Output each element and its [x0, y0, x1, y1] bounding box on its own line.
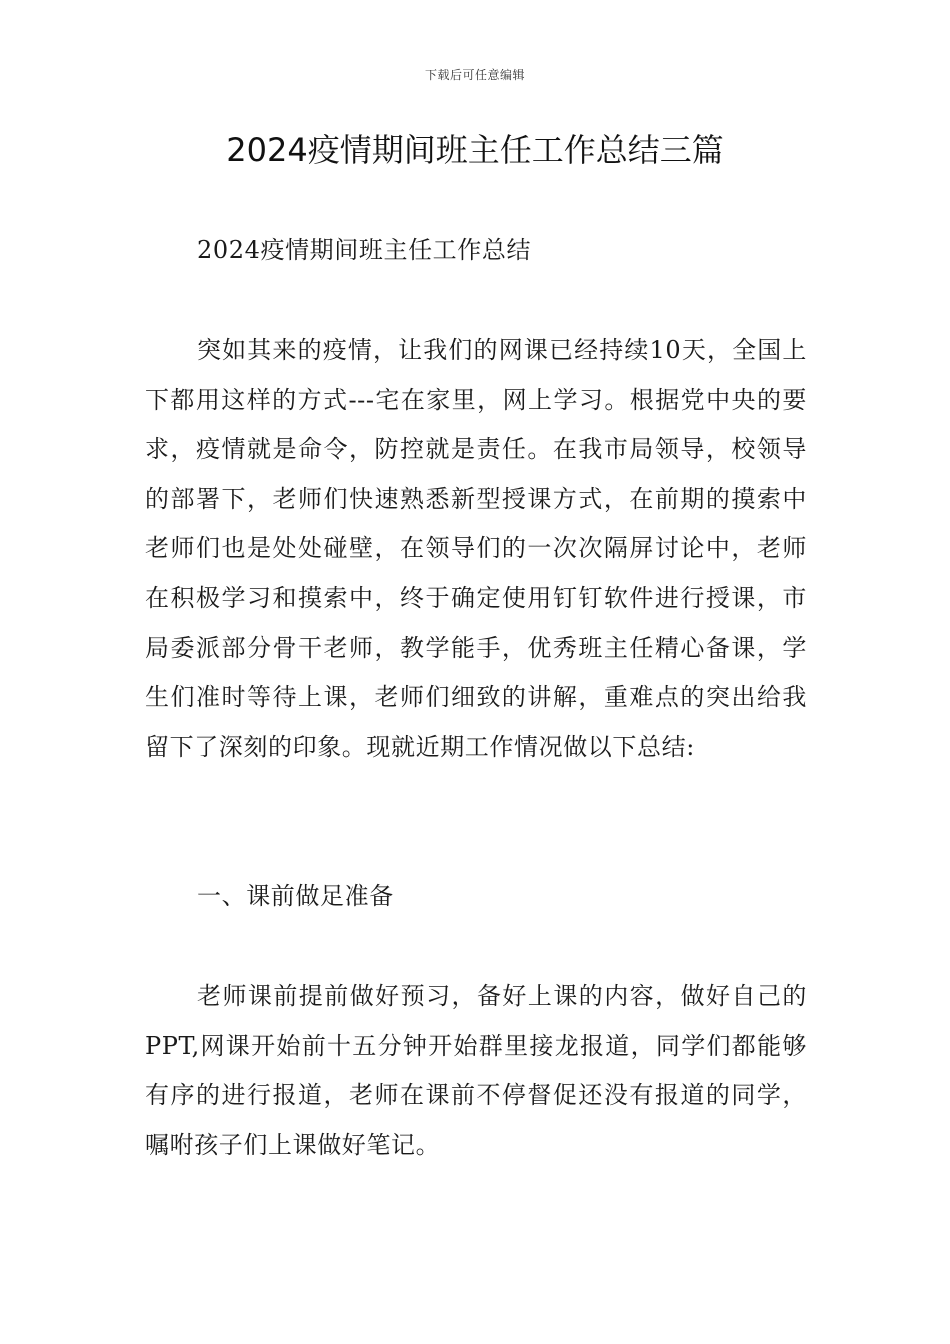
download-note: 下载后可任意编辑 — [424, 68, 525, 82]
section-heading-1: 一、课前做足准备 — [197, 882, 394, 910]
paragraph-preparation: 老师课前提前做好预习，备好上课的内容，做好自己的PPT,网课开始前十五分钟开始群里接龙报道，同学们都能够有序的进行报道，老师在课前不停督促还没有报道的同学，嘱咐孩子们上课做好笔记。 — [145, 982, 807, 1159]
paragraph-intro: 突如其来的疫情，让我们的网课已经持续10天，全国上下都用这样的方式---宅在家里，网上学习。根据党中央的要求，疫情就是命令，防控就是责任。在我市局领导，校领导的部署下，老师们快速熟悉新型授课方式，在前期的摸索中老师们也是处处碰壁，在领导们的一次次隔屏讨论中，老师在积极学习和摸索中，终于确定使用钉钉软件进行授课，市局委派部分骨干老师，教学能手，优秀班主任精心备课，学生们准时等待上课，老师们细致的讲解，重难点的突出给我留下了深刻的印象。现就近期工作情况做以下总结: — [145, 336, 807, 761]
document-subtitle: 2024疫情期间班主任工作总结 — [197, 236, 532, 264]
document-title: 2024疫情期间班主任工作总结三篇 — [226, 131, 724, 169]
